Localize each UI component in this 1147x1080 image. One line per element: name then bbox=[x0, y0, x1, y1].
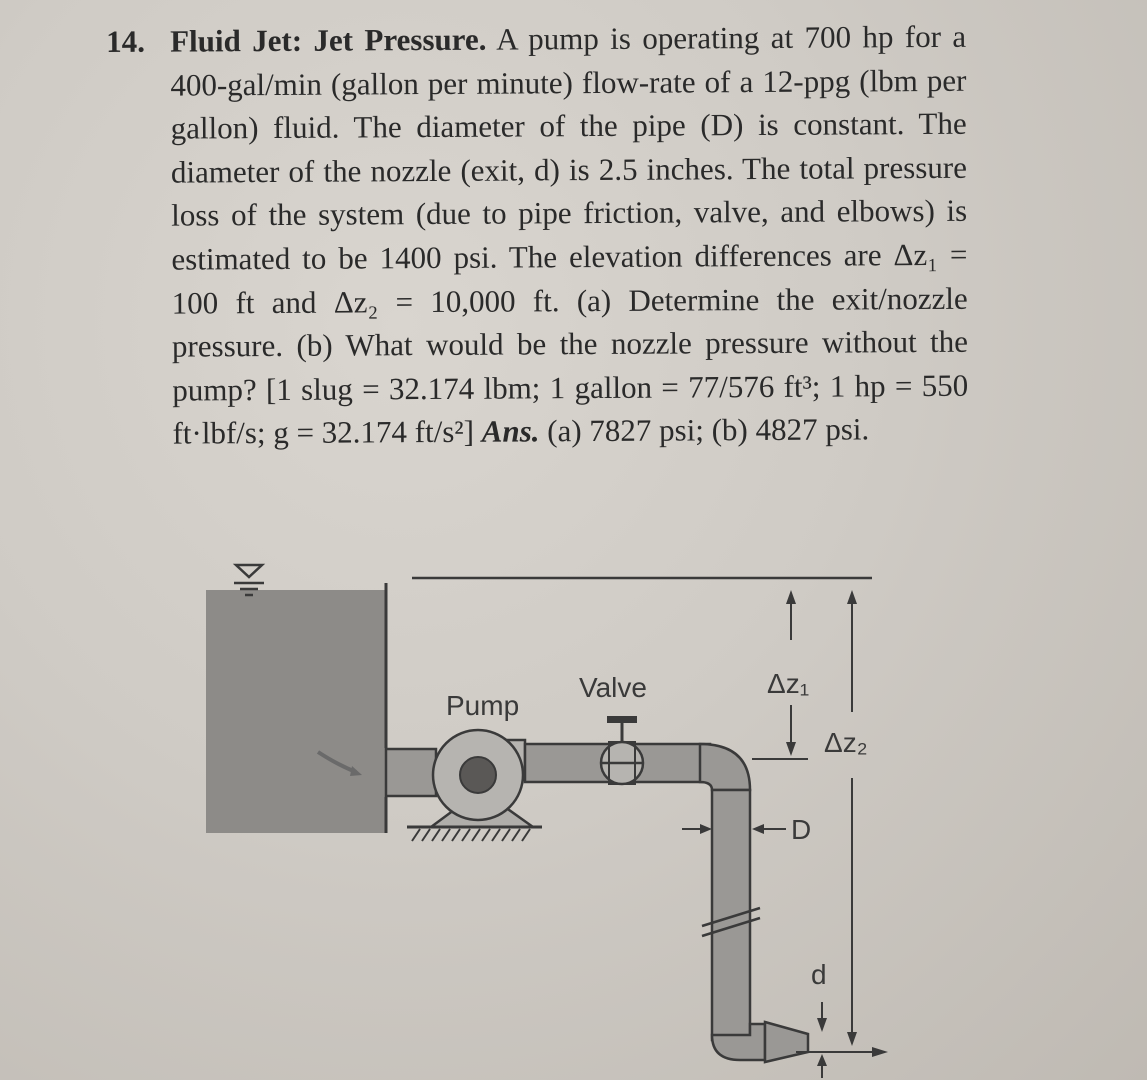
elbow-top bbox=[700, 744, 750, 790]
nozzle-diameter-label: d bbox=[811, 959, 827, 990]
nozzle-diameter-dimension bbox=[817, 1002, 827, 1078]
problem-body: A pump is operating at 700 hp for a 400-gal/min (gallon per minute) flow-rate of a 12-ppg (lbm per gallon) fluid. The diameter of the pipe (D) is constant. The diameter of the nozzle (exit, d) is 2.5 inches. The total pressure loss of the system (due to pipe friction, valve, and elbows) is estimated to be 1400 psi. The elevation differences are Δz₁ = 100 ft and Δz₂ = 10,000 ft. (a) Determine the exit/nozzle pressure. (b) What would be the nozzle pressure without the pump? [1 slug = 32.174 lbm; 1 gallon = 77/576 ft³; 1 hp = 550 ft·lbf/s; g = 32.174 ft/s²] bbox=[170, 18, 969, 451]
suction-pipe bbox=[386, 749, 436, 796]
pipe-diameter-label: D bbox=[791, 814, 812, 845]
valve-label: Valve bbox=[579, 672, 647, 703]
problem-title: Fluid Jet: Jet Pressure. bbox=[170, 21, 487, 59]
dz2-dimension bbox=[847, 590, 888, 1057]
dz2-label: Δz₂ bbox=[824, 727, 868, 758]
valve-icon bbox=[600, 716, 644, 784]
vertical-pipe bbox=[712, 790, 750, 1040]
problem-number: 14. bbox=[106, 23, 145, 59]
answer-text: (a) 7827 psi; (b) 4827 psi. bbox=[539, 411, 870, 449]
answer-label: Ans. bbox=[481, 413, 540, 450]
dz1-label: Δz₁ bbox=[767, 668, 810, 699]
nozzle bbox=[765, 1022, 808, 1062]
reservoir-tank bbox=[206, 583, 386, 833]
pump-label: Pump bbox=[446, 690, 520, 721]
